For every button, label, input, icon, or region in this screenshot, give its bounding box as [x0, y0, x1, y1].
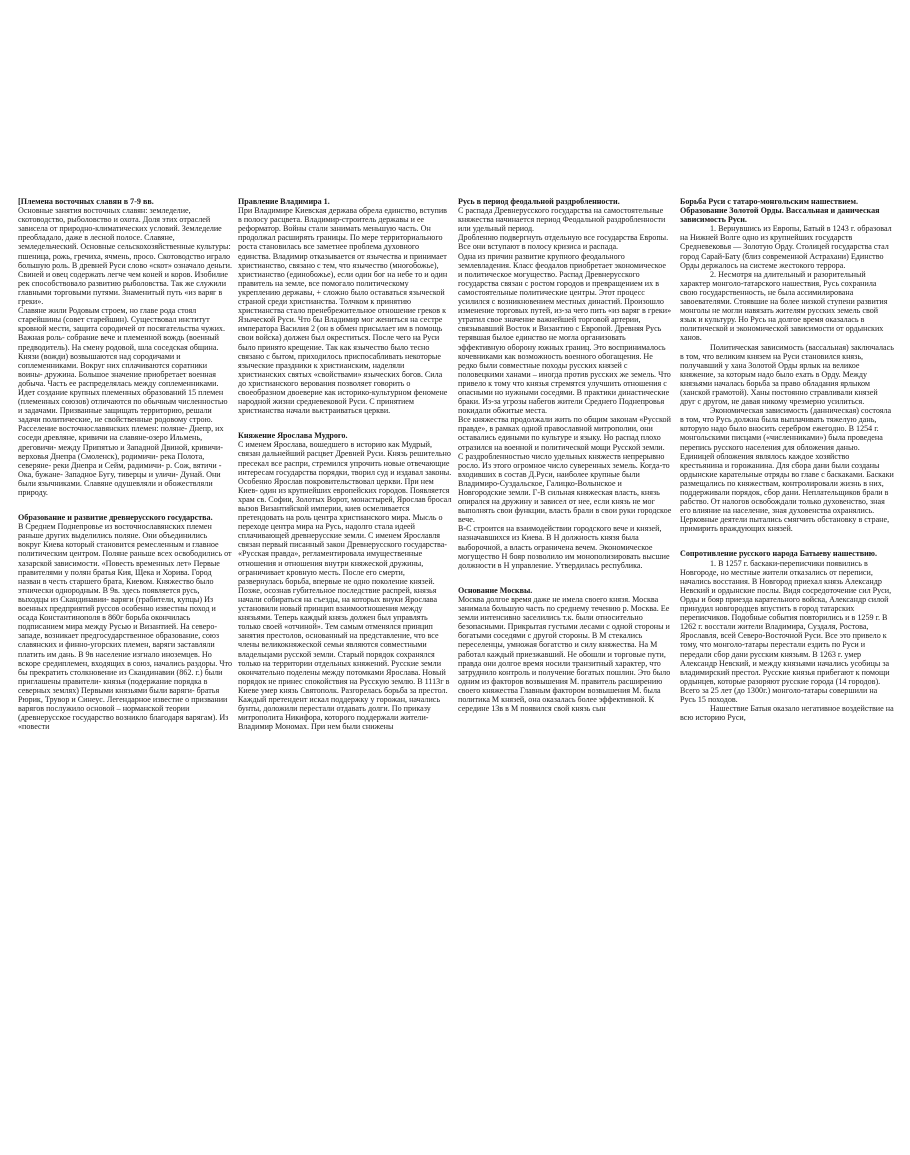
paragraph: Нашествие Батыя оказало негативное воздействие на всю историю Руси,	[680, 704, 894, 723]
paragraph: Одна из причин развитие крупного феодального землевладения. Класс феодалов приобретает экономическое и политическое могущество. Распад Древнерусского государства связан с ростом городов и превращением их в самостоятельные политические центры. Этот процесс усилился с возникновением местных династий. Произошло изменение торговых путей, из-за чего пить «из варяг в греки» утратил свое значение важнейшей торговой артерии, связывавший Восток и Византию с Европой. Древняя Русь терявшая былое единство не могла организовать эффективную оборону южных границ. Это воспринималось кочевниками как возможность военного обогащения. Не редко были совместные походы русских князей с половецкими ханами – иногда против русских же земель. Что привело к тому что князья стремятся улучшить отношения с опасными но нужными соседями. В практики династические браки. Из-за угрозы набегов жители Среднего Поднепровья покидали обжитые места.	[458, 251, 672, 416]
section-title: Правление Владимира 1.	[238, 197, 330, 206]
column-2	[238, 197, 452, 1107]
column-3	[458, 197, 672, 1107]
paragraph: Дробленню подвергнуть отдельную все государства Европы. Все они вступают в полосу кризиса и распада.	[458, 233, 669, 252]
section-title: Сопротивление русского народа Батыеву нашествию.	[680, 549, 877, 559]
section-resistance	[680, 549, 894, 722]
section-title: Княжение Ярослава Мудрого.	[238, 431, 348, 441]
paragraph: 1. Вернувшись из Европы, Батый в 1243 г. образовал на Нижней Волге одно из крупнейших государств Средневековья — Золотую Орду. Столицей государства стал город Сарай-Бату (близ современной Астрахани) Единство Орды держалось на системе жестокого террора.	[680, 224, 892, 270]
paragraph: Славяне жили Родовым строем, но главе рода стоял старейшины (совет старейшин). Существовал институт кровной мести, защита сородичей от посягательства чужих. Важная роль- собрание вече и племенной вождь (военный предводитель). На смену родовой, шла соседская община. Князи (вожди) возвышаются над сородичами и соплеменниками. Вокруг них сплачиваются соратники воины- дружина. Большое значение приобретает военная добыча. Часть ее распределялась между соплеменниками. Идет создание крупных племенных образований 15 племен (племенных союзов) отличаются по обычным численностью и задачами. Призванные защищать территорию, решали задачи политические, не свойственные родовому строю. Расселение восточнославянских племен: поляне- Днепр, их соседи древляне, кривичи на славяне-озеро Ильмень, дреговичи- между Припятью и Западной Двиной, кривичи- верховья Днепра (Смоленск), родимичи- река Полота, северяне- реки Днепра и Сейм, радимичи- р. Сож, вятичи - Ока, бужане- Западное Бугу, тиверцы и уличи- Дунай. Они были язычниками. Славяне одушевляли и обожествляли природу.	[18, 306, 228, 497]
section-yaroslav-reign	[238, 431, 452, 731]
section-title: Образование и развитие древнерусского государства.	[18, 513, 213, 523]
section-old-russian-state	[18, 513, 232, 731]
column-1	[18, 197, 232, 1107]
column-4	[680, 197, 894, 1107]
section-east-slavic-tribes	[18, 197, 232, 497]
paragraph: Экономическая зависимость (данническая) состояла в том, что Русь должна была выплачивать тяжелую дань, которую надо было вносить серебром ежегодно. В 1254 г. монгольскими писцами («численниками») была проведена перепись русского населения для обложения данью. Единицей обложения являлось каждое хозяйство крестьянина и горожанина. Для сбора дани были созданы ордынские карательные отряды во главе с баскаками. Баскаки размещались по княжествам, контролировали жизнь в них, поддерживали порядок, сбор дани. Неплательщиков брали в рабство. От налогов освобождали только духовенство, зная его влияние на население, зная духовенства охранялись. Церковные деятели пытались смягчить обстановку в стране, примирить враждующих князей.	[680, 406, 894, 534]
paragraph: С именем Ярослава, вошедшего в историю как Мудрый, связан дальнейший расцвет Древней Руси. Князь решительно пресекал все распри, стремился упрочить новые отвечающие интересам государства порядки, творил суд и издавал законы. Особенно Ярослав покровительствовал церкви. При нем Киев- один из крупнейших европейских городов. Появляется храм св. Софии, Золотых Ворот, монастырей, Ярослав бросал вызов Византийской империи, киев осмеливается претендовать на роль центра христианского мира. Мысль о переходе центра мира на Русь, надолго стала идеей сплачивающей древнерусские земли. С именем Ярославля связан первый писанный закон Древнерусского государства- «Русская правда», регламентировала имущественные отношения и отношения внутри княжеской дружины, ограничивает кровную месть. После его смерти, развернулась борьба, впервые не одно поколение князей. Позже, осознав губительное последствие распрей, князья начали собираться на съезды, на которых внуки Ярослава установили новый принцип взаимоотношения между князьями. Теперь каждый князь должен был управлять только своей «отчиной». Тем самым отменялся принцип занятия престолов, основанный на представление, что все члены великокняжеской семьи являются совместными владельцами русской земли. Старый порядок сохранялся только на территории отдельных княжений. Русские земли окончательно поделены между потомками Ярослава. Новый порядок не принес спокойствия на Русскую землю. В 1113г в Киеве умер князь Святополк. Разгорелась борьба за престол. Каждый претендент искал поддержку у горожан, начались бунты, доложили перестали отдавать долги. По приказу митрополита Никифора, которого поддержали жители- Владимир Мономах. При нем были снижены	[238, 440, 452, 732]
section-golden-horde	[680, 197, 894, 533]
paragraph: С распада Древнерусского государства на самостоятельные княжества начинается период Феодальной раздробленности или удельный период.	[458, 206, 666, 234]
paragraph: Все княжества продолжали жить по общим законам «Русской правде», в рамках одной православной митрополии, они оставались едиными по культуре и языку. Но распад плохо отразился на военной и политической мощи Русской земли. С раздробленностью число удельных княжеств непрерывно росло. Из этого огромное число суверенных земель. Когда-то входивших в состав Д.Руси, наиболее крупные были Владимиро-Суздальское, Галицко-Волынское и Новгородские земли. Г-В сильная княжеская власть, князь опирался на дружину и зависел от нее, если князь не мог выполнять свои функции, власть брали в свои руки городское вече.	[458, 415, 672, 525]
paragraph: При Владимире Киевская держава обрела единство, вступив в полосу расцвета. Владимир-строитель державы и ее реформатор. Войны стали занимать меньшую часть. Он продолжал расширять границы. По мере территориального роста становилась все заметнее проблема духовного единства. Владимир отказывается от язычества и принимает христианство, связано с тем, что язычество (многобожье), христианство (единобожье), если один бог на небе то и один правитель на земле, все помогало политическому укреплению державы, + сложно было оставаться языческой страной среди христианства. Толчком к принятию христианства стало пренебрежительное отношение греков к Языческой Руси. Что бы Владимир мог жениться на сестре императора Василия 2 (он в обмен присылает им в помощь свои войска) должен был окреститься. После чего на Руси было принято крещение. Так как язычество было тесно связано с бытом, приходилось приспосабливать некоторые языческие праздники к христианским, наделяли христианских святых «свойствами» языческих богов. Сила до христианского верования позволяет говорить о своеобразном двоеверие как историко-культурном феномене народной жизни средневековой Руси. С принятием христианства начали выстраиваться церкви.	[238, 206, 448, 416]
section-title: Русь в период феодальной раздробленности.	[458, 197, 620, 206]
section-title: Основание Москвы.	[458, 585, 533, 595]
section-title: Борьба Руси с татаро-монгольским нашествием. Образование Золотой Орды. Вассальная и даническая зависимость Руси.	[680, 197, 880, 225]
section-title: [Племена восточных славян в 7-9 вв.	[18, 197, 154, 206]
paragraph: Политическая зависимость (вассальная) заключалась в том, что великим князем на Руси становился князь, получавший у хана Золотой Орды ярлык на великое княжение, за которым надо было ехать в Орду. Между князьями началась борьба за право обладания ярлыком (ханской грамотой). Ханы постоянно стравливали князей друг с другом, не давая никому чрезмерно усилиться.	[680, 342, 894, 407]
paragraph: 1. В 1257 г. баскаки-переписчики появились в Новгороде, но местные жители отказались от переписи, начались восстания. В Новгород приехал князь Александр Невский и ордынские послы. Видя сосредоточение сил Руси, Орды и бояр приезда карательного войска, Александр силой принудил новгородцев впустить в город татарских переписчиков. Подобные события повторились и в 1259 г. В 1262 г. восстали жители Владимира, Суздаля, Ростова, Ярославля, всей Северо-Восточной Руси. Все это привело к тому, что монголо-татары перестали ездить по Руси и передали сбор дани русским князьям. В 1263 г. умер Александр Невский, и между князьями начались усобицы за владимирский престол. Русские князья прибегают к помощи ордынцев, которые разоряют русские города (14 городов). Всего за 25 лет (до 1300г.) монголо-татары совершили на Русь 15 походов.	[680, 558, 892, 704]
section-vladimir-reign	[238, 197, 452, 415]
paragraph: Москва долгое время даже не имела своего князя. Москва занимала большую часть по среднему течению р. Москва. Ее земли интенсивно заселились т.к. были относительно безопасными. Прикрытая густыми лесами с одной стороны и богатыми соседями с другой стороны. В М стекались переселенцы, умножая богатство и силу княжества. На М работал каждый приезжавший. Не обошли и торговые пути, правда они долгое время носили транзитный характер, что затруднило контроль и получение богатых пошлин. Это было одним из факторов возвышения М. правитель расширению своего княжества Главным фактором возвышения М. была политика М князей, она оказалась более эффективной. К середине 13в в М появился свой князь сын	[458, 594, 671, 714]
paragraph: 2. Несмотря на длительный и разорительный характер монголо-татарского нашествия, Русь сохранила свою государственность, не была ассимилирована завоевателями. Стоявшие на более низкой ступени развития монголы не могли навязать жителям русских земель свой язык и культуру. Но Русь на долгое время оказалась в политической и экономической зависимости от ордынских ханов.	[680, 269, 888, 343]
section-feudal-fragmentation	[458, 197, 672, 570]
paragraph: В Среднем Поднепровье из восточнославянских племен раньше других выделились поляне. Они объединились вокруг Киева который становится ремесленным и главное политическим центром. Поляне раньше всех освободились от хазарской зависимости. «Повесть временных лет» Первые правителями у полян братья Кия, Щека и Хорива. Город назван в честь старшего брата, Киевом. Княжество было этнически однородным. В 9в. здесь появляется русь, выходцы из Скандинавии- варяги (грабители, купцы) Из военных предприятий руссов особенно известны поход и осада Константинополя в 860г борьба окончилась подписанием мира между Русью и Византией. На северо-западе, возникает предгосударственное образование, союз славянских и финно-угорских племен, варяги заставляли платить им дань. В 9в население изгнало иноземцев. Но вскоре средиплемен, входящих в союз, начались раздоры. Что бы прекратить столкновение из Скандинавии (862. г.) были приглашены правители- князья (подержание порядка в северных землях) Первыми князьями были варяги- братья Рюрик, Трувор и Синеус. Легендарное известие о призвании варягов послужило основой – норманской теории (древнерусское государство возникло благодаря варягам). Из «повести	[18, 522, 232, 732]
section-moscow-founding	[458, 586, 672, 713]
paragraph: В-С строится на взаимодействии городского вече и князей, назначавшихся из Киева. В Н должность князя была выборочной, а власть ограничена вечем. Экономическое могущество Н бояр позволило им монополизировать высшие должности в Н управление. Утвердилась республика.	[458, 524, 670, 570]
paragraph: Основные занятия восточных славян: земледелие, скотоводство, рыболовство и охота. Доля этих отраслей зависела от природно-климатических условий. Земледелие преобладало, даже в лесной полосе. Славяне, земледельческий. Основные сельскохозяйственные культуры: пшеница, рожь, гречиха, ячмень, просо. Скотоводство играло большую роль. В древней Руси слово «скот» означало деньги. Свиней и овец содержать легче чем коней и коров. Изобилие рек способствовало развитию рыболовства. Так же служили главными торговыми путями. Знаменитый путь «из варяг в греки».	[18, 206, 232, 307]
